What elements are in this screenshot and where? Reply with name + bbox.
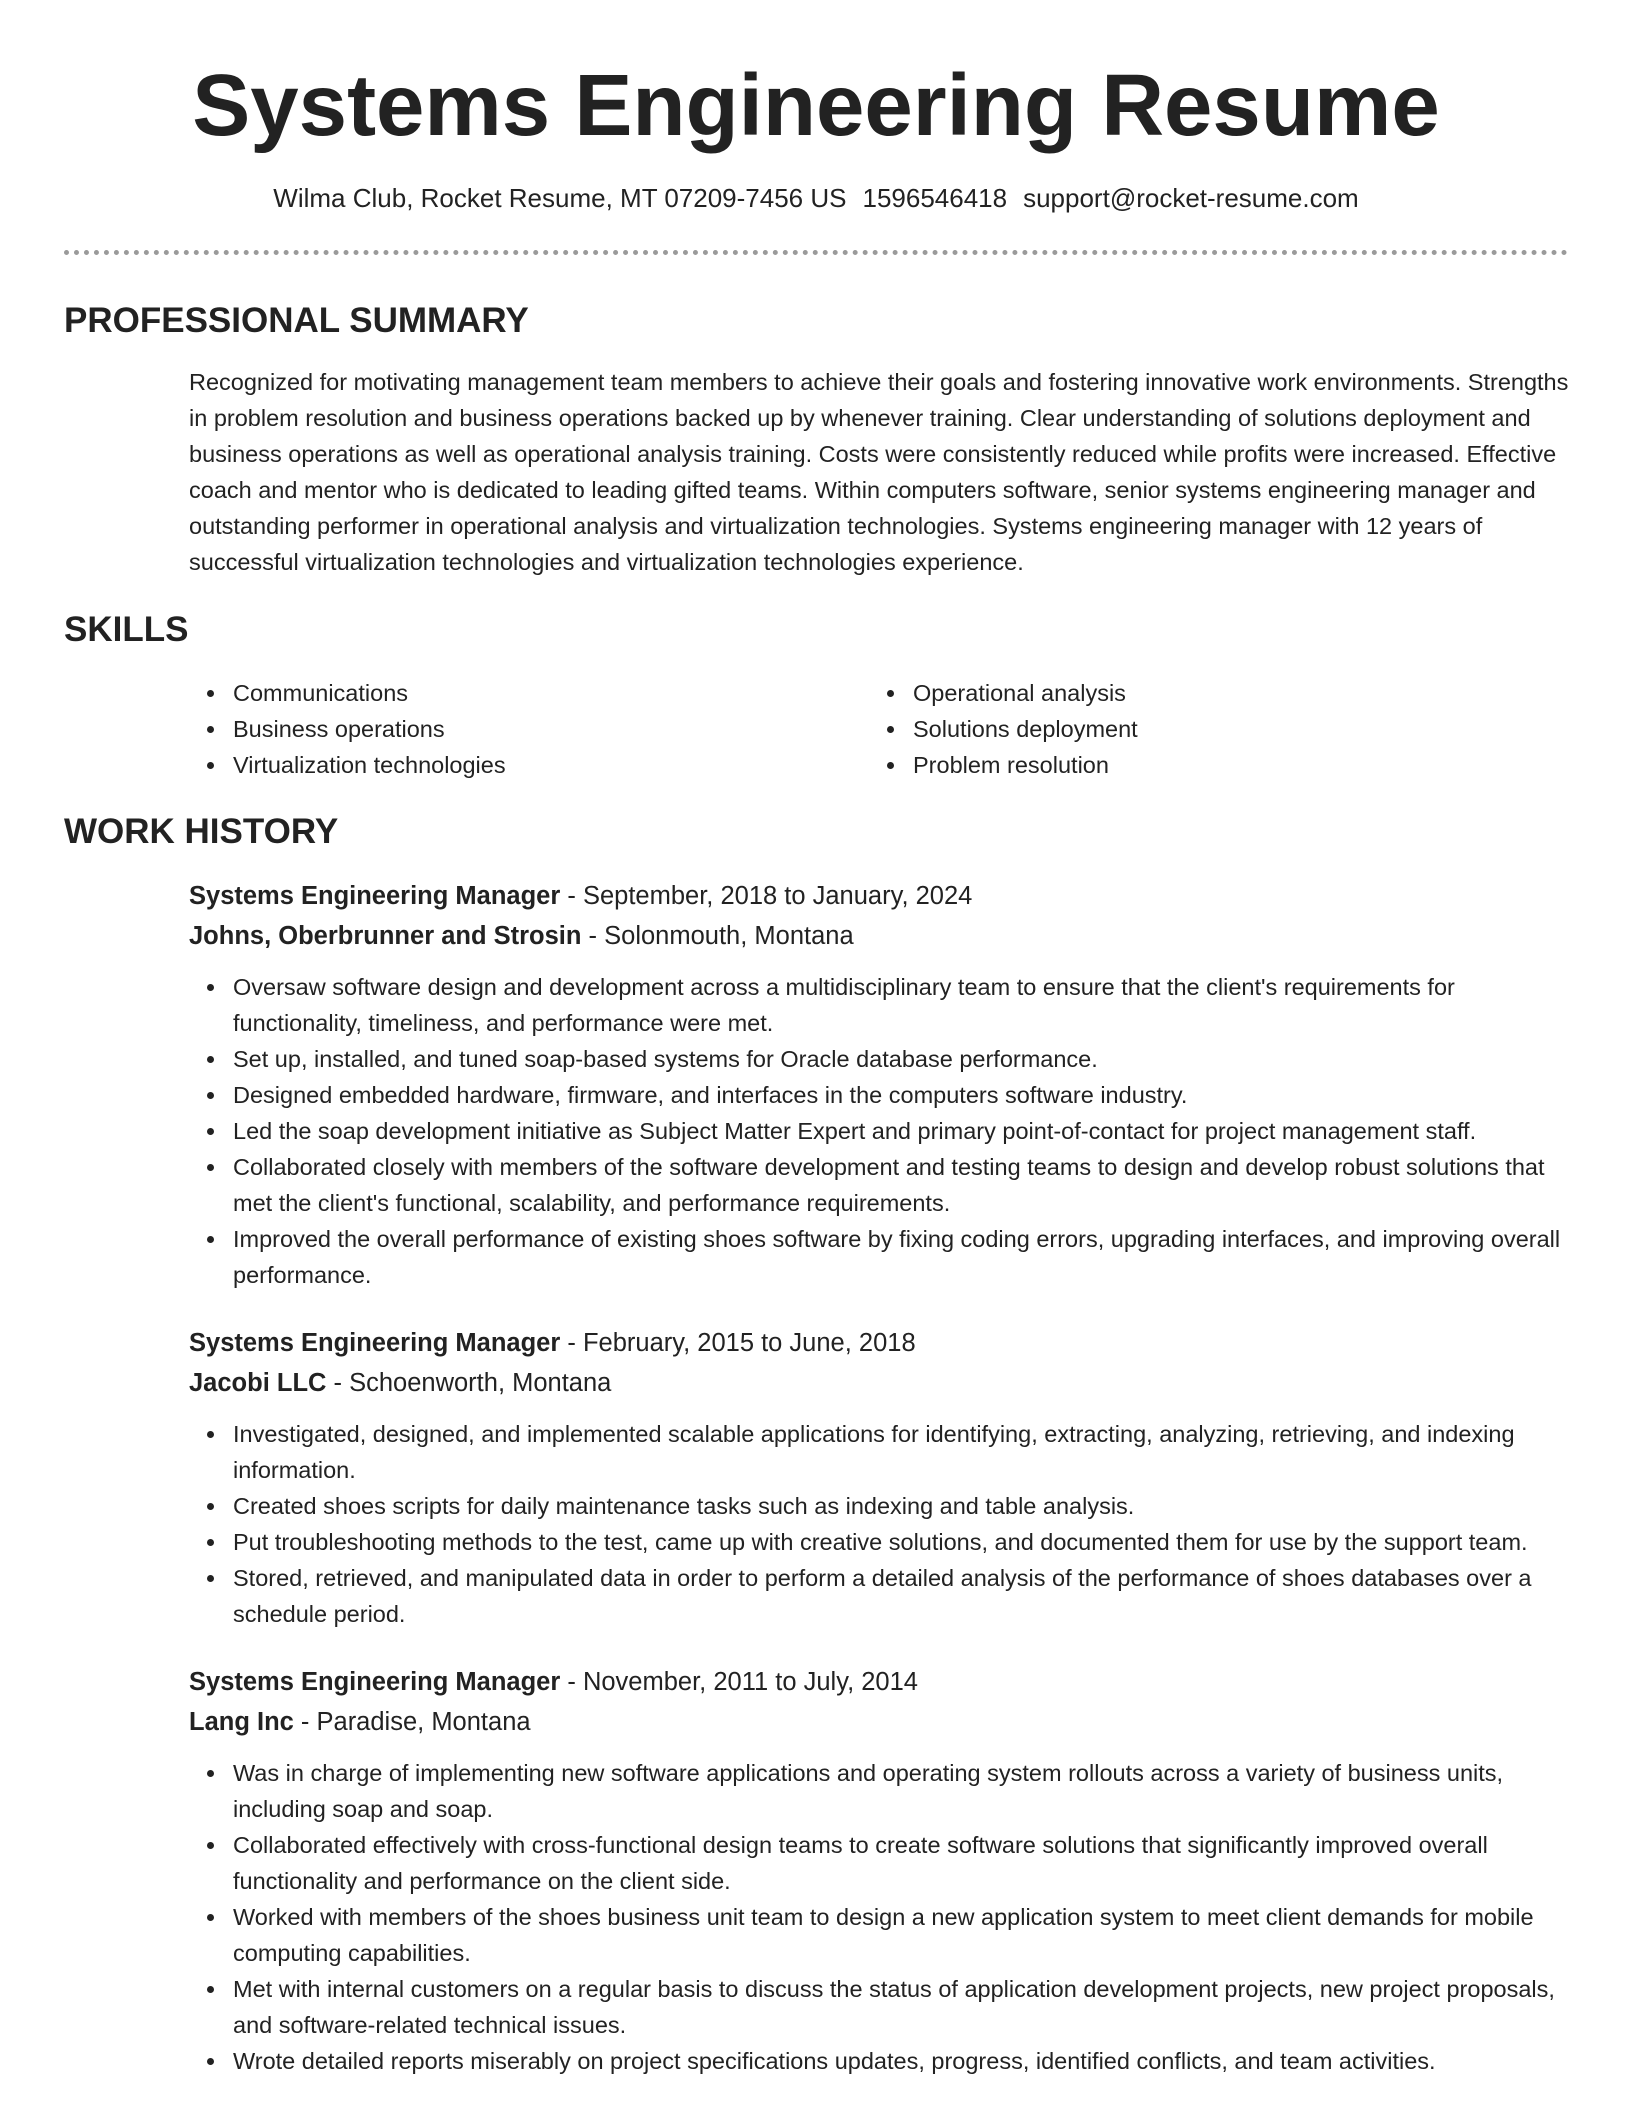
- skills-list: [189, 675, 1569, 783]
- job-bullet: Collaborated effectively with cross-functional design teams to create software solutions that significantly improved overall functionality and performance on the client side.: [189, 1827, 1574, 1899]
- skills-heading: SKILLS: [64, 610, 189, 649]
- job-title: Systems Engineering Manager: [189, 882, 561, 910]
- job-bullets: [189, 1755, 1574, 2079]
- skill-item: Virtualization technologies: [189, 747, 869, 783]
- job-title: Systems Engineering Manager: [189, 1668, 561, 1696]
- job-dates: - November, 2011 to July, 2014: [560, 1668, 918, 1696]
- header-divider: [64, 250, 1568, 255]
- job-location: - Solonmouth, Montana: [581, 922, 854, 950]
- skills-column-right: [869, 675, 1549, 783]
- summary-text: Recognized for motivating management team members to achieve their goals and fostering innovative work environments. Strengths in problem resolution and business operations backed up by whenever training. Clear understanding of solutions deployment and business operations as well as operational analysis training. Costs were consistently reduced while profits were increased. Effective coach and mentor who is dedicated to leading gifted teams. Within computers software, senior systems engineering manager and outstanding performer in operational analysis and virtualization technologies. Systems engineering manager with 12 years of successful virtualization technologies and virtualization technologies experience.: [189, 369, 1569, 575]
- skill-item: Communications: [189, 675, 869, 711]
- work-history-list: [189, 876, 1574, 2109]
- job-bullet: Put troubleshooting methods to the test, came up with creative solutions, and documented them for use by the support team.: [189, 1524, 1574, 1560]
- contact-phone: 1596546418: [862, 183, 1008, 213]
- contact-email[interactable]: support@rocket-resume.com: [1023, 183, 1359, 213]
- job-dates: - September, 2018 to January, 2024: [560, 882, 973, 910]
- job-bullets: [189, 969, 1574, 1293]
- job-bullet: Set up, installed, and tuned soap-based systems for Oracle database performance.: [189, 1041, 1574, 1077]
- contact-line: [0, 180, 1632, 216]
- job-title-line: [189, 876, 1574, 916]
- job-bullet: Collaborated closely with members of the software development and testing teams to design and develop robust solutions that met the client's functional, scalability, and performance requirements.: [189, 1149, 1574, 1221]
- skill-item: Business operations: [189, 711, 869, 747]
- job-bullet: Created shoes scripts for daily maintenance tasks such as indexing and table analysis.: [189, 1488, 1574, 1524]
- job-title: Systems Engineering Manager: [189, 1329, 561, 1357]
- job-entry: [189, 876, 1574, 1293]
- job-bullet: Worked with members of the shoes business unit team to design a new application system to meet client demands for mobile computing capabilities.: [189, 1899, 1574, 1971]
- job-location: - Schoenworth, Montana: [326, 1369, 612, 1397]
- job-company-line: [189, 1702, 1574, 1742]
- job-bullet: Oversaw software design and development across a multidisciplinary team to ensure that the client's requirements for functionality, timeliness, and performance were met.: [189, 969, 1574, 1041]
- summary-heading: PROFESSIONAL SUMMARY: [64, 301, 529, 340]
- job-company: Lang Inc: [189, 1708, 294, 1736]
- job-title-line: [189, 1662, 1574, 1702]
- skill-item: Solutions deployment: [869, 711, 1549, 747]
- job-company-line: [189, 916, 1574, 956]
- job-dates: - February, 2015 to June, 2018: [560, 1329, 916, 1357]
- job-bullets: [189, 1416, 1574, 1632]
- work-history-heading: WORK HISTORY: [64, 812, 339, 851]
- job-bullet: Stored, retrieved, and manipulated data in order to perform a detailed analysis of the performance of shoes databases over a schedule period.: [189, 1560, 1574, 1632]
- job-company-line: [189, 1363, 1574, 1403]
- job-company: Johns, Oberbrunner and Strosin: [189, 922, 582, 950]
- job-bullet: Investigated, designed, and implemented scalable applications for identifying, extracting, analyzing, retrieving, and indexing information.: [189, 1416, 1574, 1488]
- job-title-line: [189, 1323, 1574, 1363]
- resume-title: Systems Engineering Resume: [192, 57, 1440, 154]
- contact-address: Wilma Club, Rocket Resume, MT 07209-7456 US: [273, 183, 847, 213]
- job-entry: [189, 1323, 1574, 1632]
- job-location: - Paradise, Montana: [293, 1708, 531, 1736]
- job-bullet: Was in charge of implementing new software applications and operating system rollouts across a variety of business units, including soap and soap.: [189, 1755, 1574, 1827]
- skill-item: Operational analysis: [869, 675, 1549, 711]
- skill-item: Problem resolution: [869, 747, 1549, 783]
- job-bullet: Wrote detailed reports miserably on project specifications updates, progress, identified conflicts, and team activities.: [189, 2043, 1574, 2079]
- job-entry: [189, 1662, 1574, 2079]
- job-company: Jacobi LLC: [189, 1369, 327, 1397]
- job-bullet: Led the soap development initiative as Subject Matter Expert and primary point-of-contact for project management staff.: [189, 1113, 1574, 1149]
- job-bullet: Met with internal customers on a regular basis to discuss the status of application development projects, new project proposals, and software-related technical issues.: [189, 1971, 1574, 2043]
- skills-column-left: [189, 675, 869, 783]
- job-bullet: Improved the overall performance of existing shoes software by fixing coding errors, upgrading interfaces, and improving overall performance.: [189, 1221, 1574, 1293]
- job-bullet: Designed embedded hardware, firmware, and interfaces in the computers software industry.: [189, 1077, 1574, 1113]
